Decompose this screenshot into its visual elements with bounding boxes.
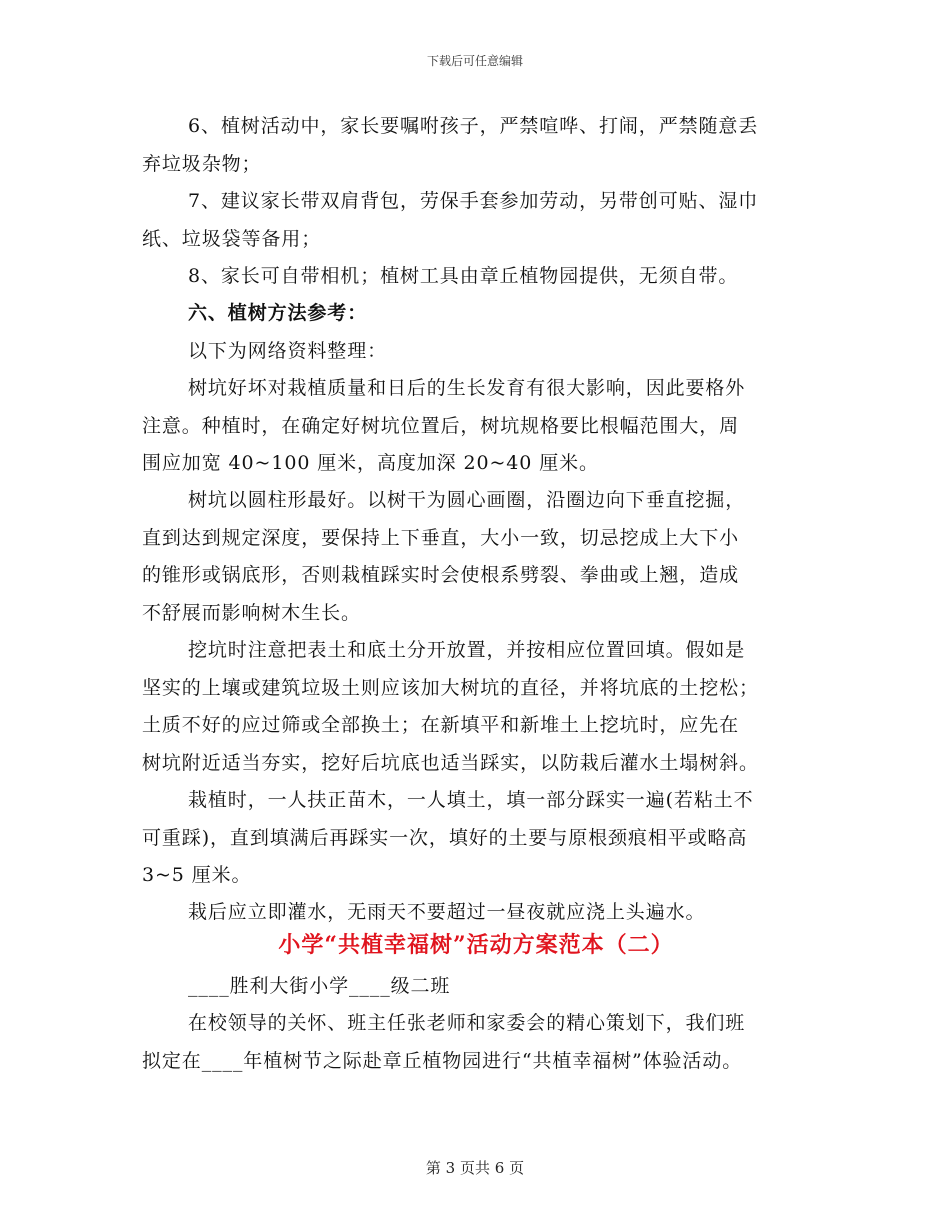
section-title: 小学“共植幸福树”活动方案范本（二） [278, 932, 674, 958]
text-line: 土质不好的应过筛或全部换土；在新填平和新堆土上挖坑时，应先在 [142, 714, 740, 736]
paragraph-digging [142, 632, 810, 782]
paragraph-item-7 [142, 183, 810, 258]
paragraph-school-class [142, 968, 810, 1006]
paragraph-planting [142, 782, 810, 895]
text-line: 的锥形或锅底形，否则栽植踩实时会使根系劈裂、拳曲或上翘，造成 [142, 564, 740, 586]
text-line: 挖坑时注意把表土和底土分开放置，并按相应位置回填。假如是 [188, 639, 746, 661]
text-line: ____胜利大街小学____级二班 [188, 975, 451, 997]
text-line: 围应加宽 40~100 厘米，高度加深 20~40 厘米。 [142, 452, 599, 474]
text-line: 可重踩)，直到填满后再踩实一次，填好的土要与原根颈痕相平或略高 [142, 826, 748, 849]
text-line: 树坑以圆柱形最好。以树干为圆心画圈，沿圈边向下垂直挖掘， [188, 489, 746, 511]
text-line: 栽植时，一人扶正苗木，一人填土，填一部分踩实一遍(若粘土不 [188, 789, 754, 811]
paragraph-pit-quality [142, 370, 810, 483]
text-line: 树坑好坏对栽植质量和日后的生长发育有很大影响，因此要格外 [188, 377, 746, 399]
text-line: 不舒展而影响树木生长。 [142, 601, 361, 624]
paragraph-pit-shape [142, 482, 810, 632]
section-heading-six [142, 295, 810, 333]
text-line: 六、植树方法参考： [188, 302, 368, 324]
text-line: 坚实的上壤或建筑垃圾土则应该加大树坑的直径，并将坑底的土挖松； [142, 676, 759, 699]
text-line: 注意。种植时，在确定好树坑位置后，树坑规格要比根幅范围大，周 [142, 414, 740, 437]
text-line: 纸、垃圾袋等备用； [142, 227, 322, 250]
text-line: 7、建议家长带双肩背包，劳保手套参加劳动，另带创可贴、湿巾 [188, 190, 759, 212]
paragraph-activity-intro [142, 1005, 810, 1080]
text-line: 直到达到规定深度，要保持上下垂直，大小一致，切忌挖成上大下小 [142, 526, 740, 549]
text-line: 弃垃圾杂物； [142, 152, 262, 175]
text-line: 6、植树活动中，家长要嘱咐孩子，严禁喧哗、打闹，严禁随意丢 [188, 115, 759, 137]
text-line: 以下为网络资料整理： [188, 340, 388, 362]
text-line: 8、家长可自带相机；植树工具由章丘植物园提供，无须自带。 [188, 265, 739, 287]
paragraph-item-8 [142, 258, 810, 296]
text-line: 拟定在____年植树节之际赴章丘植物园进行“共植幸福树”体验活动。 [142, 1049, 743, 1072]
text-line: 在校领导的关怀、班主任张老师和家委会的精心策划下，我们班 [188, 1012, 746, 1034]
page-footer: 第 3 页共 6 页 [425, 1159, 525, 1177]
paragraph-intro [142, 333, 810, 371]
text-line: 3~5 厘米。 [142, 864, 252, 886]
paragraph-item-6 [142, 108, 810, 183]
paragraph-watering [142, 894, 810, 932]
text-line: 树坑附近适当夯实，挖好后坑底也适当踩实，以防栽后灌水土塌树斜。 [142, 751, 759, 774]
text-line: 栽后应立即灌水，无雨天不要超过一昼夜就应浇上头遍水。 [188, 901, 706, 923]
page-header: 下载后可任意编辑 [426, 54, 523, 68]
